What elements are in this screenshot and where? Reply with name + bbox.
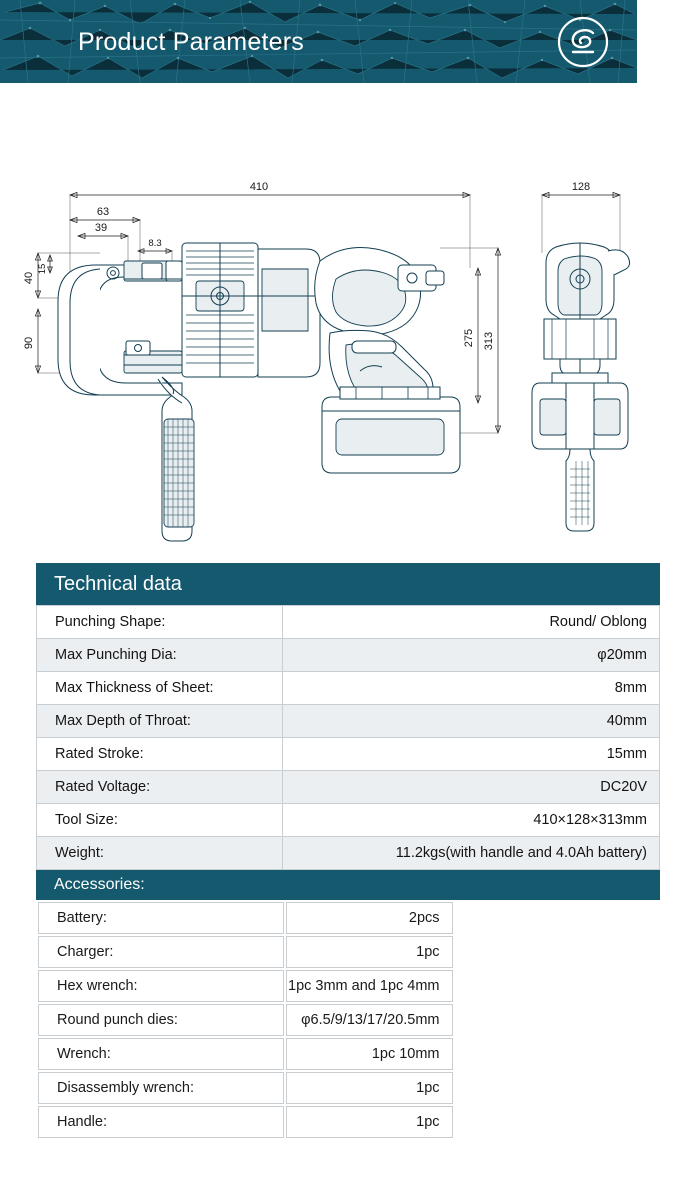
spec-value: 11.2kgs(with handle and 4.0Ah battery): [283, 837, 660, 870]
accessory-label: Charger:: [38, 936, 284, 968]
spec-label: Max Thickness of Sheet:: [37, 672, 283, 705]
svg-text:275: 275: [463, 328, 475, 348]
specification-tables: [36, 563, 660, 1140]
spec-label: Punching Shape:: [37, 606, 283, 639]
accessory-label: Handle:: [38, 1106, 284, 1138]
technical-data-table: [36, 605, 660, 870]
table-row: [37, 705, 660, 738]
accessory-value: 1pc: [286, 1106, 453, 1138]
accessory-value: 2pcs: [286, 902, 453, 934]
spec-label: Rated Stroke:: [37, 738, 283, 771]
table-row: [37, 738, 660, 771]
table-row: [37, 672, 660, 705]
accessory-label: Disassembly wrench:: [38, 1072, 284, 1104]
svg-text:40: 40: [23, 271, 35, 285]
technical-data-header: [36, 563, 660, 605]
accessories-header: [36, 870, 660, 900]
spec-value: 8mm: [283, 672, 660, 705]
spec-value: φ20mm: [283, 639, 660, 672]
table-row: [38, 1106, 453, 1138]
page-title: Product Parameters: [78, 28, 304, 56]
spec-label: Tool Size:: [37, 804, 283, 837]
accessory-label: Round punch dies:: [38, 1004, 284, 1036]
dimension-39: [78, 222, 128, 265]
spiral-logo-icon: [557, 16, 609, 68]
spec-value: 40mm: [283, 705, 660, 738]
accessory-label: Battery:: [38, 902, 284, 934]
accessory-value: 1pc: [286, 936, 453, 968]
table-row: [37, 837, 660, 870]
accessory-label: Hex wrench:: [38, 970, 284, 1002]
accessory-value: φ6.5/9/13/17/20.5mm: [286, 1004, 453, 1036]
svg-text:90: 90: [23, 336, 35, 350]
product-dimension-drawing: [0, 83, 696, 553]
svg-text:313: 313: [483, 331, 495, 351]
table-row: [37, 606, 660, 639]
table-row: [38, 936, 453, 968]
table-row: [38, 902, 453, 934]
knurled-handle-side-view: [158, 377, 194, 541]
svg-text:63: 63: [96, 206, 110, 218]
svg-text:410: 410: [249, 181, 269, 193]
spec-value: 410×128×313mm: [283, 804, 660, 837]
spec-label: Weight:: [37, 837, 283, 870]
accessories-title: Accessories:: [54, 876, 145, 893]
table-row: [37, 639, 660, 672]
dimension-63: [70, 206, 140, 263]
table-row: [37, 804, 660, 837]
punch-head-side-view: [58, 261, 182, 395]
accessory-value: 1pc: [286, 1072, 453, 1104]
tool-body-side-view: [182, 243, 460, 473]
accessories-table: [36, 900, 455, 1140]
svg-text:8.3: 8.3: [148, 238, 162, 249]
spec-value: Round/ Oblong: [283, 606, 660, 639]
svg-text:39: 39: [94, 222, 108, 234]
technical-data-title: Technical data: [54, 572, 182, 595]
page-header-banner: [0, 0, 637, 83]
dimension-275: [463, 268, 481, 403]
punch-front-view: [532, 243, 630, 449]
table-row: [38, 1038, 453, 1070]
svg-text:15: 15: [37, 263, 48, 275]
table-row: [38, 1072, 453, 1104]
dimension-15: [37, 255, 52, 274]
accessory-value: 1pc 10mm: [286, 1038, 453, 1070]
accessory-label: Wrench:: [38, 1038, 284, 1070]
table-row: [37, 771, 660, 804]
dimension-overall-width: [542, 181, 620, 253]
svg-text:128: 128: [571, 181, 591, 193]
spec-label: Max Depth of Throat:: [37, 705, 283, 738]
table-row: [38, 1004, 453, 1036]
spec-value: 15mm: [283, 738, 660, 771]
knurled-handle-front-view: [566, 449, 594, 531]
spec-value: DC20V: [283, 771, 660, 804]
spec-label: Max Punching Dia:: [37, 639, 283, 672]
table-row: [38, 970, 453, 1002]
spec-label: Rated Voltage:: [37, 771, 283, 804]
accessory-value: 1pc 3mm and 1pc 4mm: [286, 970, 453, 1002]
